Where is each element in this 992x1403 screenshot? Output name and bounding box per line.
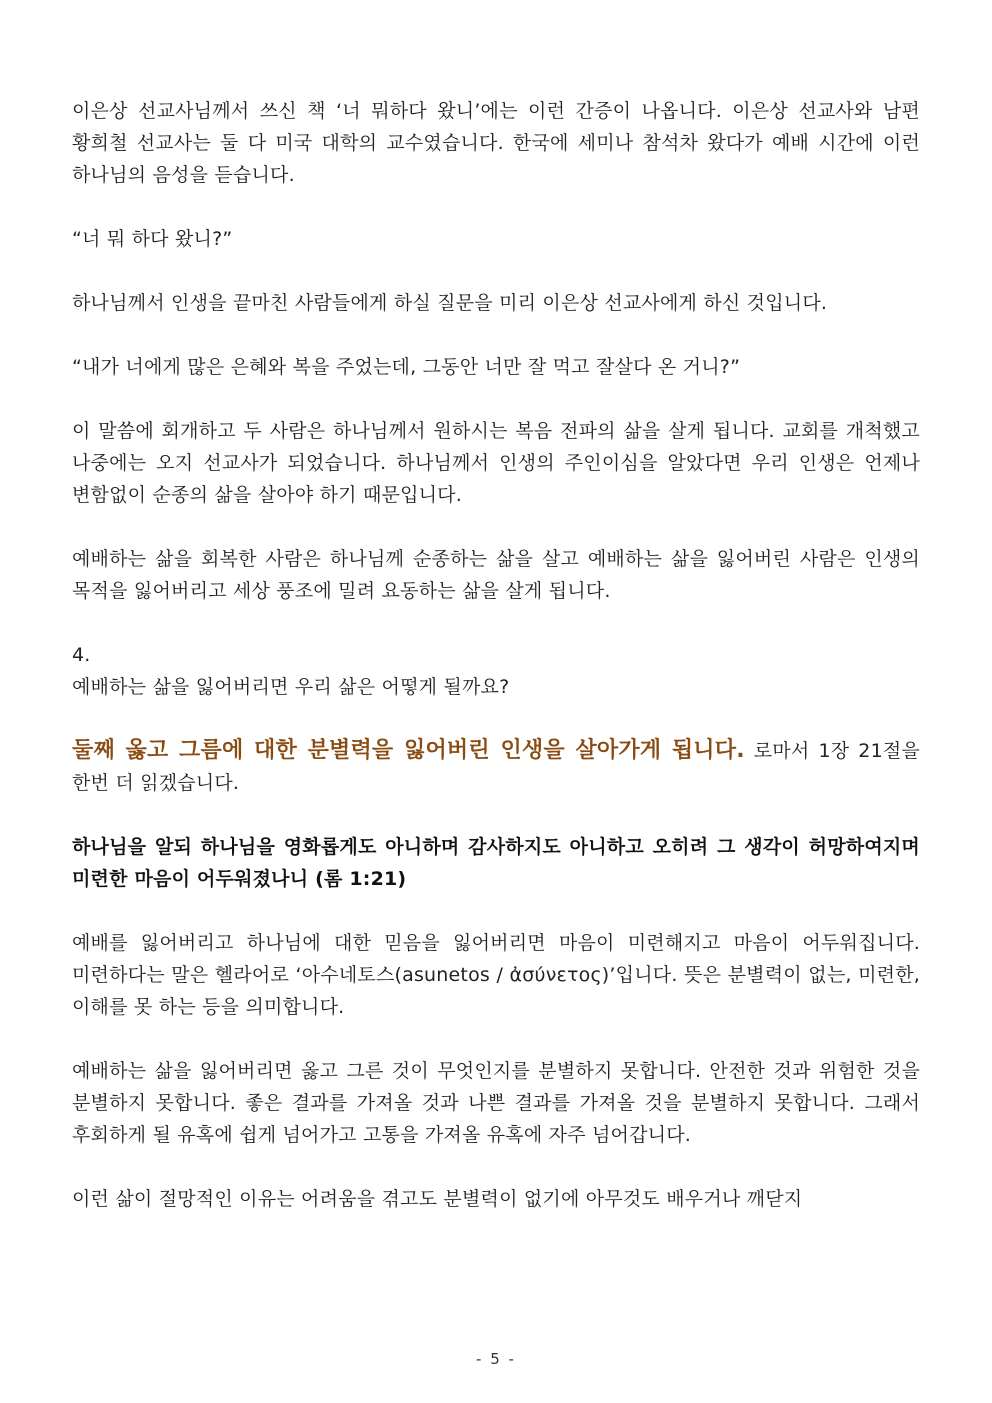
page-number: - 5 -: [476, 1350, 516, 1368]
paragraph-repentance: 이 말씀에 회개하고 두 사람은 하나님께서 원하시는 복음 전파의 삶을 살게 됩니다. 교회를 개척했고 나중에는 오지 선교사가 되었습니다. 하나님께서 인생의 주인이심을 알았다면 우리 인생은 언제나 변함없이 순종의 삶을 살아야 하기 때문입니다.: [72, 420, 920, 506]
section-number: 4.: [72, 644, 91, 666]
paragraph-despair: 이런 삶이 절망적인 이유는 어려움을 겪고도 분별력이 없기에 아무것도 배우거나 깨닫지: [72, 1188, 803, 1210]
paragraph-worship-life: 예배하는 삶을 회복한 사람은 하나님께 순종하는 삶을 살고 예배하는 삶을 잃어버린 사람은 인생의 목적을 잃어버리고 세상 풍조에 밀려 요동하는 삶을 살게 됩니다.: [72, 548, 920, 602]
quote-question: “너 뭐 하다 왔니?”: [72, 228, 233, 250]
second-point-heading: 둘째 옳고 그름에 대한 분별력을 잃어버린 인생을 살아가게 됩니다.: [72, 738, 745, 763]
scripture-quote: 하나님을 알되 하나님을 영화롭게도 아니하며 감사하지도 아니하고 오히려 그 생각이 허망하여지며 미련한 마음이 어두워졌나니 (롬 1:21): [72, 836, 920, 890]
second-point-reference: 로마서 1장 21절을 한번 더 읽겠습니다.: [72, 740, 920, 794]
paragraph-greek-word: 예배를 잃어버리고 하나님에 대한 믿음을 잃어버리면 마음이 미련해지고 마음이 어두워집니다. 미련하다는 말은 헬라어로 ‘아수네토스(asunetos / ἀσύνετος)’입니다. 뜻은 분별력이 없는, 미련한, 이해를 못 하는 등을 의미합니다.: [72, 932, 920, 1018]
section-question: 예배하는 삶을 잃어버리면 우리 삶은 어떻게 될까요?: [72, 676, 510, 698]
paragraph-discernment: 예배하는 삶을 잃어버리면 옳고 그른 것이 무엇인지를 분별하지 못합니다. 안전한 것과 위험한 것을 분별하지 못합니다. 좋은 결과를 가져올 것과 나쁜 결과를 가져올 것을 분별하지 못합니다. 그래서 후회하게 될 유혹에 쉽게 넘어가고 고통을 가져올 유혹에 자주 넘어갑니다.: [72, 1060, 920, 1146]
quote-god-voice: “내가 너에게 많은 은혜와 복을 주었는데, 그동안 너만 잘 먹고 잘살다 온 거니?”: [72, 356, 741, 378]
document-body: [72, 95, 920, 1215]
paragraph-testimony: 이은상 선교사님께서 쓰신 책 ‘너 뭐하다 왔니’에는 이런 간증이 나옵니다. 이은상 선교사와 남편 황희철 선교사는 둘 다 미국 대학의 교수였습니다. 한국에 세미나 참석차 왔다가 예배 시간에 이런 하나님의 음성을 듣습니다.: [72, 100, 920, 186]
paragraph-explanation: 하나님께서 인생을 끝마친 사람들에게 하실 질문을 미리 이은상 선교사에게 하신 것입니다.: [72, 292, 828, 314]
paragraph-second-point: [72, 735, 920, 799]
